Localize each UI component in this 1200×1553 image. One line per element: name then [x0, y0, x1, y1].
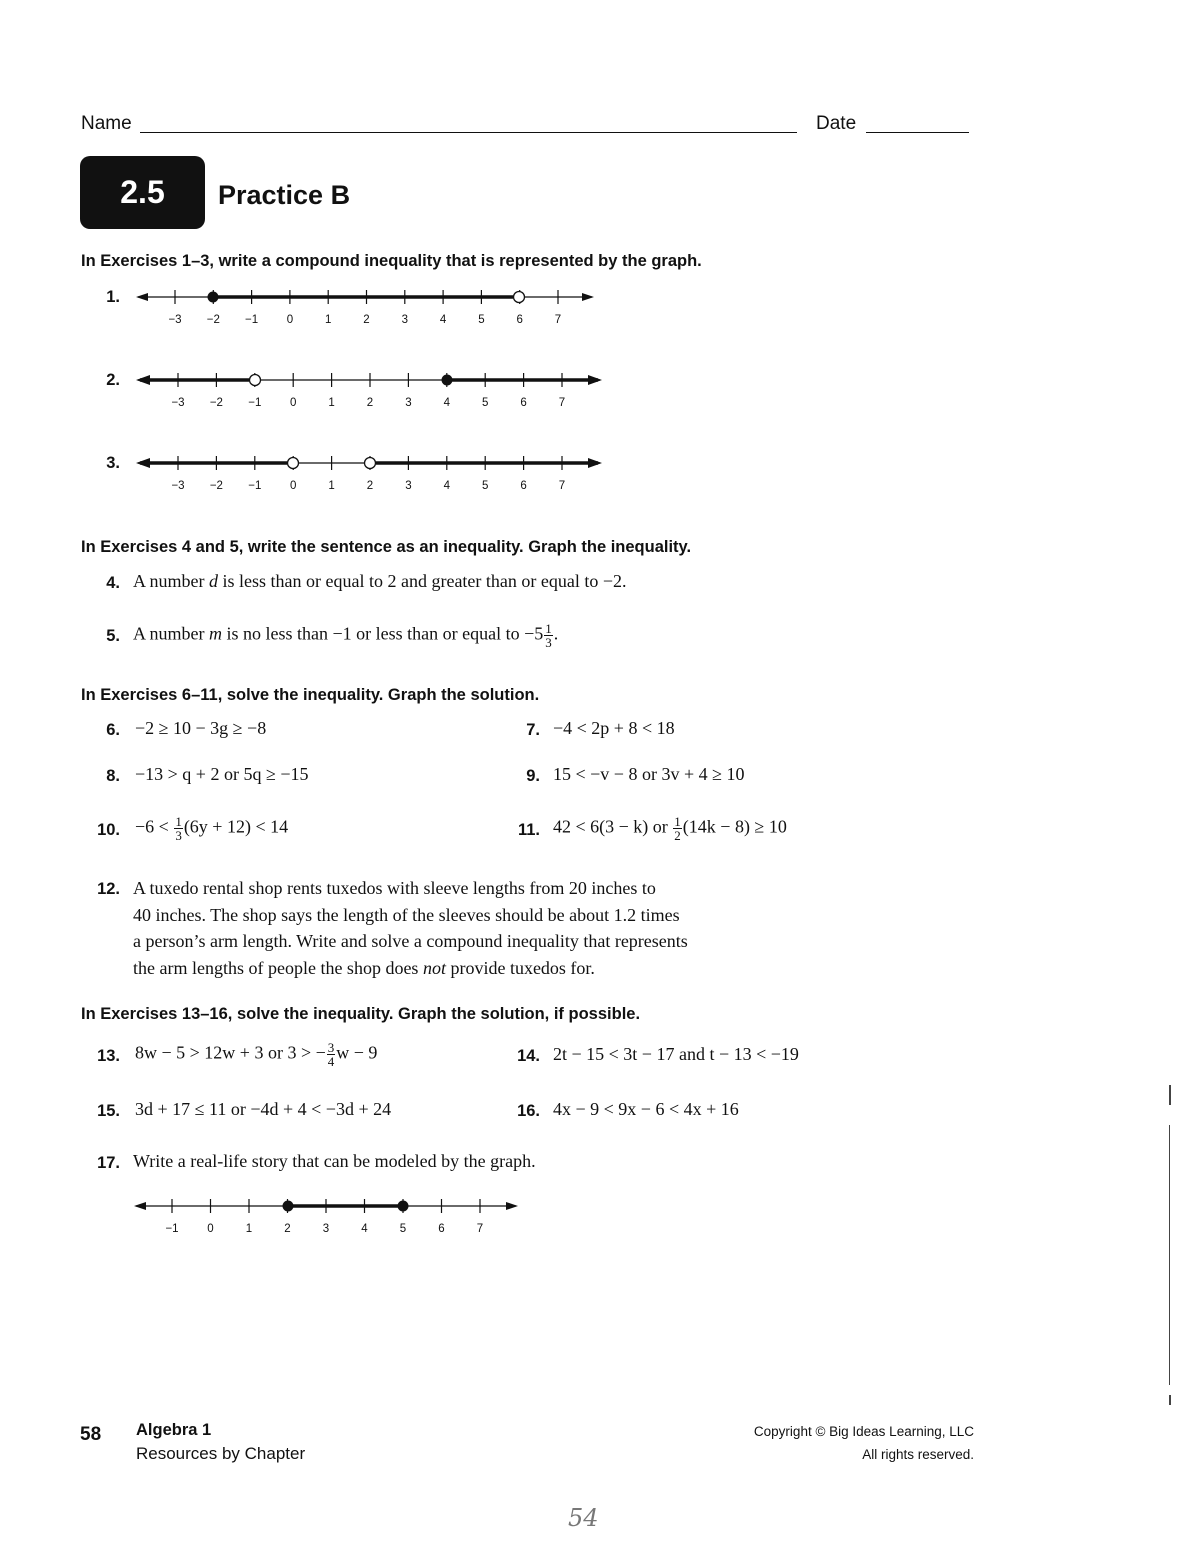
tick-label: 1	[245, 1223, 253, 1235]
exercise-14-text: 2t − 15 < 3t − 17 and t − 13 < −19	[553, 1044, 799, 1064]
exercise-13-number: 13.	[97, 1047, 120, 1065]
open-point	[365, 458, 376, 469]
exercise-8-text: −13 > q + 2 or 5q ≥ −15	[135, 764, 309, 784]
tick-label: 7	[476, 1223, 484, 1235]
tick-label: 0	[286, 314, 294, 326]
closed-point	[442, 375, 453, 386]
exercise-9-number: 9.	[526, 767, 540, 785]
exercise-3-number: 3.	[106, 454, 120, 472]
tick-label: 5	[481, 480, 489, 492]
tick-label: −3	[171, 397, 185, 409]
scan-edge-mark	[1169, 1125, 1170, 1385]
tick-label: −3	[171, 480, 185, 492]
exercise-6-text: −2 ≥ 10 − 3g ≥ −8	[135, 718, 267, 738]
exercise-15-text: 3d + 17 ≤ 11 or −4d + 4 < −3d + 24	[135, 1099, 392, 1119]
tick-label: 6	[516, 314, 523, 326]
tick-label: 1	[328, 397, 335, 409]
tick-label: 0	[289, 397, 297, 409]
tick-label: 7	[554, 314, 562, 326]
instructions-1-3: In Exercises 1–3, write a compound inequality that is represented by the graph.	[81, 252, 702, 270]
book-subtitle: Resources by Chapter	[136, 1444, 306, 1463]
scan-edge-mark	[1169, 1395, 1171, 1405]
tick-label: 2	[284, 1223, 291, 1235]
tick-label: −2	[206, 314, 220, 326]
tick-label: 6	[520, 397, 527, 409]
tick-label: 3	[401, 314, 409, 326]
name-line	[140, 132, 797, 133]
exercise-9-text: 15 < −v − 8 or 3v + 4 ≥ 10	[553, 764, 745, 784]
tick-label: 2	[366, 480, 374, 492]
section-number-badge: 2.5	[80, 156, 205, 229]
copyright-text: Copyright © Big Ideas Learning, LLC	[753, 1424, 974, 1439]
closed-point	[283, 1201, 294, 1212]
tick-label: 5	[399, 1223, 407, 1235]
tick-label: −2	[209, 397, 223, 409]
instructions-6-11: In Exercises 6–11, solve the inequality. Graph the solution.	[81, 686, 540, 704]
number-line-1	[130, 284, 610, 332]
exercise-11-number: 11.	[517, 821, 540, 839]
exercise-6-number: 6.	[106, 721, 120, 739]
exercise-10-text: −6 < $\frac{1}{3}$ (6y + 12) < 14	[135, 814, 289, 843]
tick-label: −1	[248, 397, 262, 409]
tick-label: −1	[248, 480, 262, 492]
exercise-12-number: 12.	[97, 880, 120, 898]
page-number: 58	[80, 1424, 102, 1445]
exercise-10-number: 10.	[97, 821, 120, 839]
name-label: Name	[81, 113, 132, 134]
tick-label: −1	[165, 1223, 179, 1235]
exercise-15-number: 15.	[97, 1102, 120, 1120]
tick-label: 3	[405, 397, 412, 409]
tick-label: 4	[443, 397, 451, 409]
tick-label: 4	[443, 480, 451, 492]
date-label: Date	[816, 113, 857, 134]
number-line-17	[130, 1193, 530, 1241]
tick-label: −1	[245, 314, 259, 326]
exercise-8-number: 8.	[106, 767, 120, 785]
exercise-13-text: 8w − 5 > 12w + 3 or 3 > − $\frac{3}{4}$ w − 9	[135, 1040, 378, 1069]
handwritten-mark: 54	[568, 1504, 599, 1532]
tick-label: 2	[363, 314, 370, 326]
tick-label: 7	[558, 397, 566, 409]
tick-label: 4	[361, 1223, 368, 1235]
tick-label: −2	[209, 480, 223, 492]
exercise-17-text: Write a real-life story that can be modeled by the graph.	[133, 1151, 536, 1171]
exercise-4-text: A number d is less than or equal to 2 and greater than or equal to −2.	[133, 571, 627, 591]
rights-text: All rights reserved.	[862, 1447, 974, 1462]
exercise-7-text: −4 < 2p + 8 < 18	[553, 718, 675, 738]
tick-label: 1	[328, 480, 335, 492]
tick-label: 5	[481, 397, 489, 409]
open-point	[514, 292, 525, 303]
exercise-1-number: 1.	[106, 288, 120, 306]
tick-label: −3	[168, 314, 182, 326]
tick-label: 4	[439, 314, 447, 326]
exercise-5-text: A number m is no less than −1 or less than or equal to −5 $\frac{1}{3}$ .	[133, 621, 559, 650]
number-line-2	[130, 367, 610, 415]
tick-label: 3	[322, 1223, 330, 1235]
tick-label: 6	[520, 480, 527, 492]
closed-point	[398, 1201, 409, 1212]
page-title: Practice B	[218, 180, 351, 210]
exercise-5-number: 5.	[106, 627, 120, 645]
date-line	[866, 132, 969, 133]
instructions-13-16: In Exercises 13–16, solve the inequality. Graph the solution, if possible.	[81, 1005, 641, 1023]
exercise-11-text: 42 < 6(3 − k) or $\frac{1}{2}$ (14k − 8) ≥ 10	[553, 814, 787, 843]
tick-label: 0	[289, 480, 297, 492]
tick-label: 1	[324, 314, 332, 326]
exercise-2-number: 2.	[106, 371, 120, 389]
exercise-16-number: 16.	[517, 1102, 540, 1120]
number-line-3	[130, 450, 610, 498]
exercise-12-text: A tuxedo rental shop rents tuxedos with sleeve lengths from 20 inches to 40 inches. The shop says the length of the sleeves should be about 1.2 times a person’s arm length. Write and solve a compound inequality that represents the arm lengths of people the shop does not provide tuxedos for.	[133, 878, 688, 978]
open-point	[288, 458, 299, 469]
exercise-16-text: 4x − 9 < 9x − 6 < 4x + 16	[553, 1099, 739, 1119]
exercise-17-number: 17.	[97, 1154, 120, 1172]
open-point	[250, 375, 261, 386]
exercise-14-number: 14.	[517, 1047, 540, 1065]
book-title: Algebra 1	[136, 1421, 212, 1439]
scan-edge-mark	[1169, 1085, 1171, 1105]
tick-label: 7	[558, 480, 566, 492]
exercise-4-number: 4.	[106, 574, 120, 592]
tick-label: 6	[438, 1223, 445, 1235]
instructions-4-5: In Exercises 4 and 5, write the sentence as an inequality. Graph the inequality.	[81, 538, 692, 556]
tick-label: 5	[478, 314, 485, 326]
tick-label: 3	[405, 480, 412, 492]
tick-label: 2	[366, 397, 374, 409]
closed-point	[208, 292, 219, 303]
tick-label: 0	[207, 1223, 214, 1235]
exercise-7-number: 7.	[526, 721, 540, 739]
